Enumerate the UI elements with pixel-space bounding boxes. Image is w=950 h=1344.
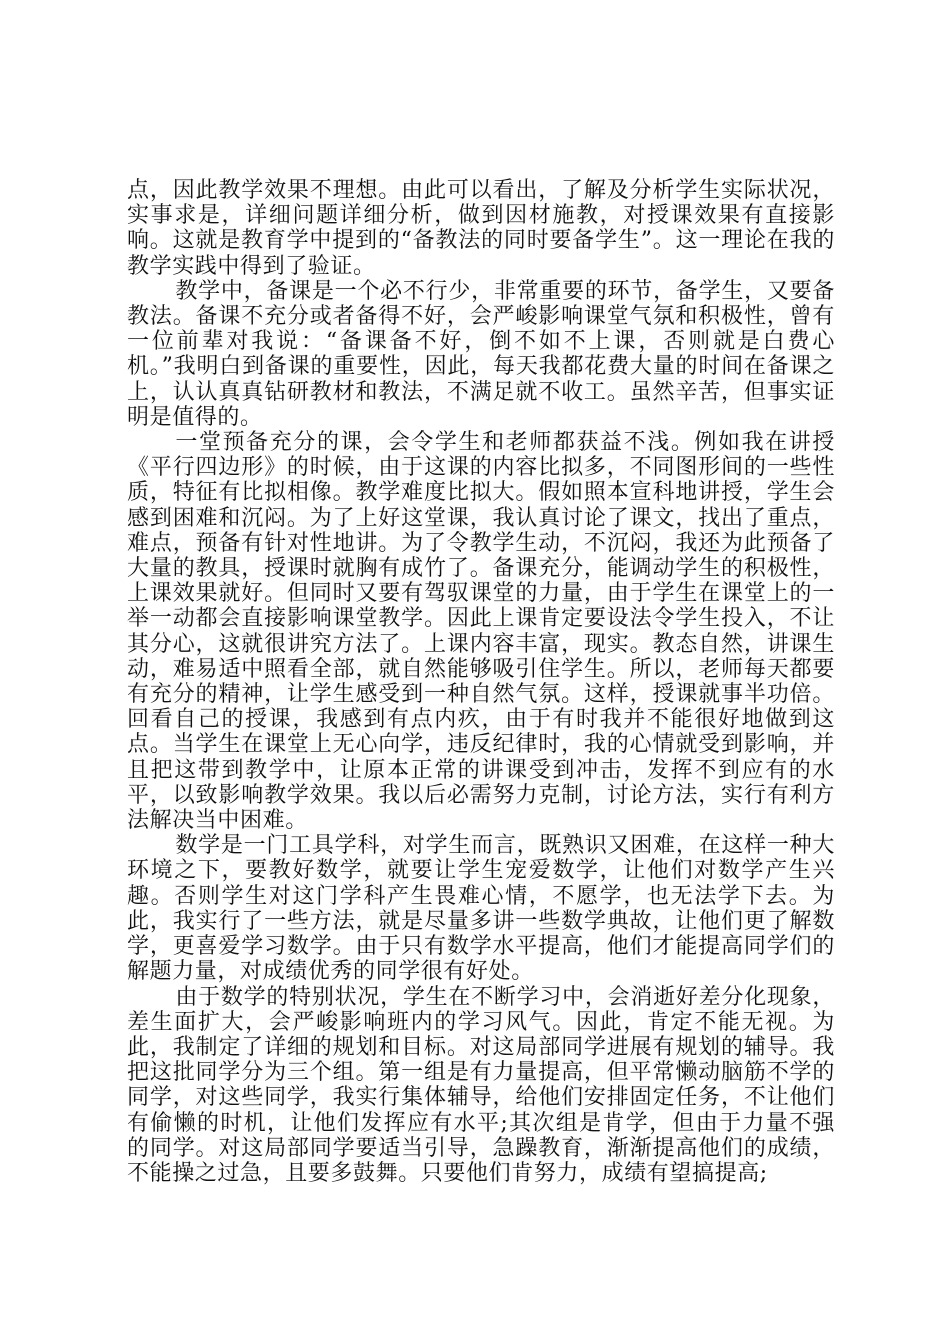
document-body: [127, 178, 835, 1186]
paragraph: 点，因此教学效果不理想。由此可以看出，了解及分析学生实际状况，实事求是，详细问题详细分析，做到因材施教，对授课效果有直接影响。这就是教育学中提到的“备教法的同时要备学生”。这一理论在我的教学实践中得到了验证。: [127, 178, 835, 279]
paragraph: 一堂预备充分的课，会令学生和老师都获益不浅。例如我在讲授《平行四边形》的时候，由于这课的内容比拟多，不同图形间的一些性质，特征有比拟相像。教学难度比拟大。假如照本宣科地讲授，学生会感到困难和沉闷。为了上好这堂课，我认真讨论了课文，找出了重点，难点，预备有针对性地讲。为了令教学生动，不沉闷，我还为此预备了大量的教具，授课时就胸有成竹了。备课充分，能调动学生的积极性，上课效果就好。但同时又要有驾驭课堂的力量，由于学生在课堂上的一举一动都会直接影响课堂教学。因此上课肯定要设法令学生投入，不让其分心，这就很讲究方法了。上课内容丰富，现实。教态自然，讲课生动，难易适中照看全部，就自然能够吸引住学生。所以，老师每天都要有充分的精神，让学生感受到一种自然气氛。这样，授课就事半功倍。回看自己的授课，我感到有点内疚，由于有时我并不能很好地做到这点。当学生在课堂上无心向学，违反纪律时，我的心情就受到影响，并且把这带到教学中，让原本正常的讲课受到冲击，发挥不到应有的水平，以致影响教学效果。我以后必需努力克制，讨论方法，实行有利方法解决当中困难。: [127, 430, 835, 834]
paragraph: 数学是一门工具学科，对学生而言，既熟识又困难，在这样一种大环境之下，要教好数学，就要让学生宠爱数学，让他们对数学产生兴趣。否则学生对这门学科产生畏难心情，不愿学，也无法学下去。为此，我实行了一些方法，就是尽量多讲一些数学典故，让他们更了解数学，更喜爱学习数学。由于只有数学水平提高，他们才能提高同学们的解题力量，对成绩优秀的同学很有好处。: [127, 833, 835, 985]
paragraph: 由于数学的特别状况，学生在不断学习中，会消逝好差分化现象，差生面扩大，会严峻影响班内的学习风气。因此，肯定不能无视。为此，我制定了详细的规划和目标。对这局部同学进展有规划的辅导。我把这批同学分为三个组。第一组是有力量提高，但平常懒动脑筋不学的同学，对这些同学，我实行集体辅导，给他们安排固定任务，不让他们有偷懒的时机，让他们发挥应有水平;其次组是肯学，但由于力量不强的同学。对这局部同学要适当引导，急躁教育，渐渐提高他们的成绩，不能操之过急，且要多鼓舞。只要他们肯努力，成绩有望搞提高;: [127, 984, 835, 1186]
paragraph: 教学中，备课是一个必不行少，非常重要的环节，备学生，又要备教法。备课不充分或者备得不好，会严峻影响课堂气氛和积极性，曾有一位前辈对我说：“备课备不好，倒不如不上课，否则就是白费心机。”我明白到备课的重要性，因此，每天我都花费大量的时间在备课之上，认认真真钻研教材和教法，不满足就不收工。虽然辛苦，但事实证明是值得的。: [127, 278, 835, 430]
